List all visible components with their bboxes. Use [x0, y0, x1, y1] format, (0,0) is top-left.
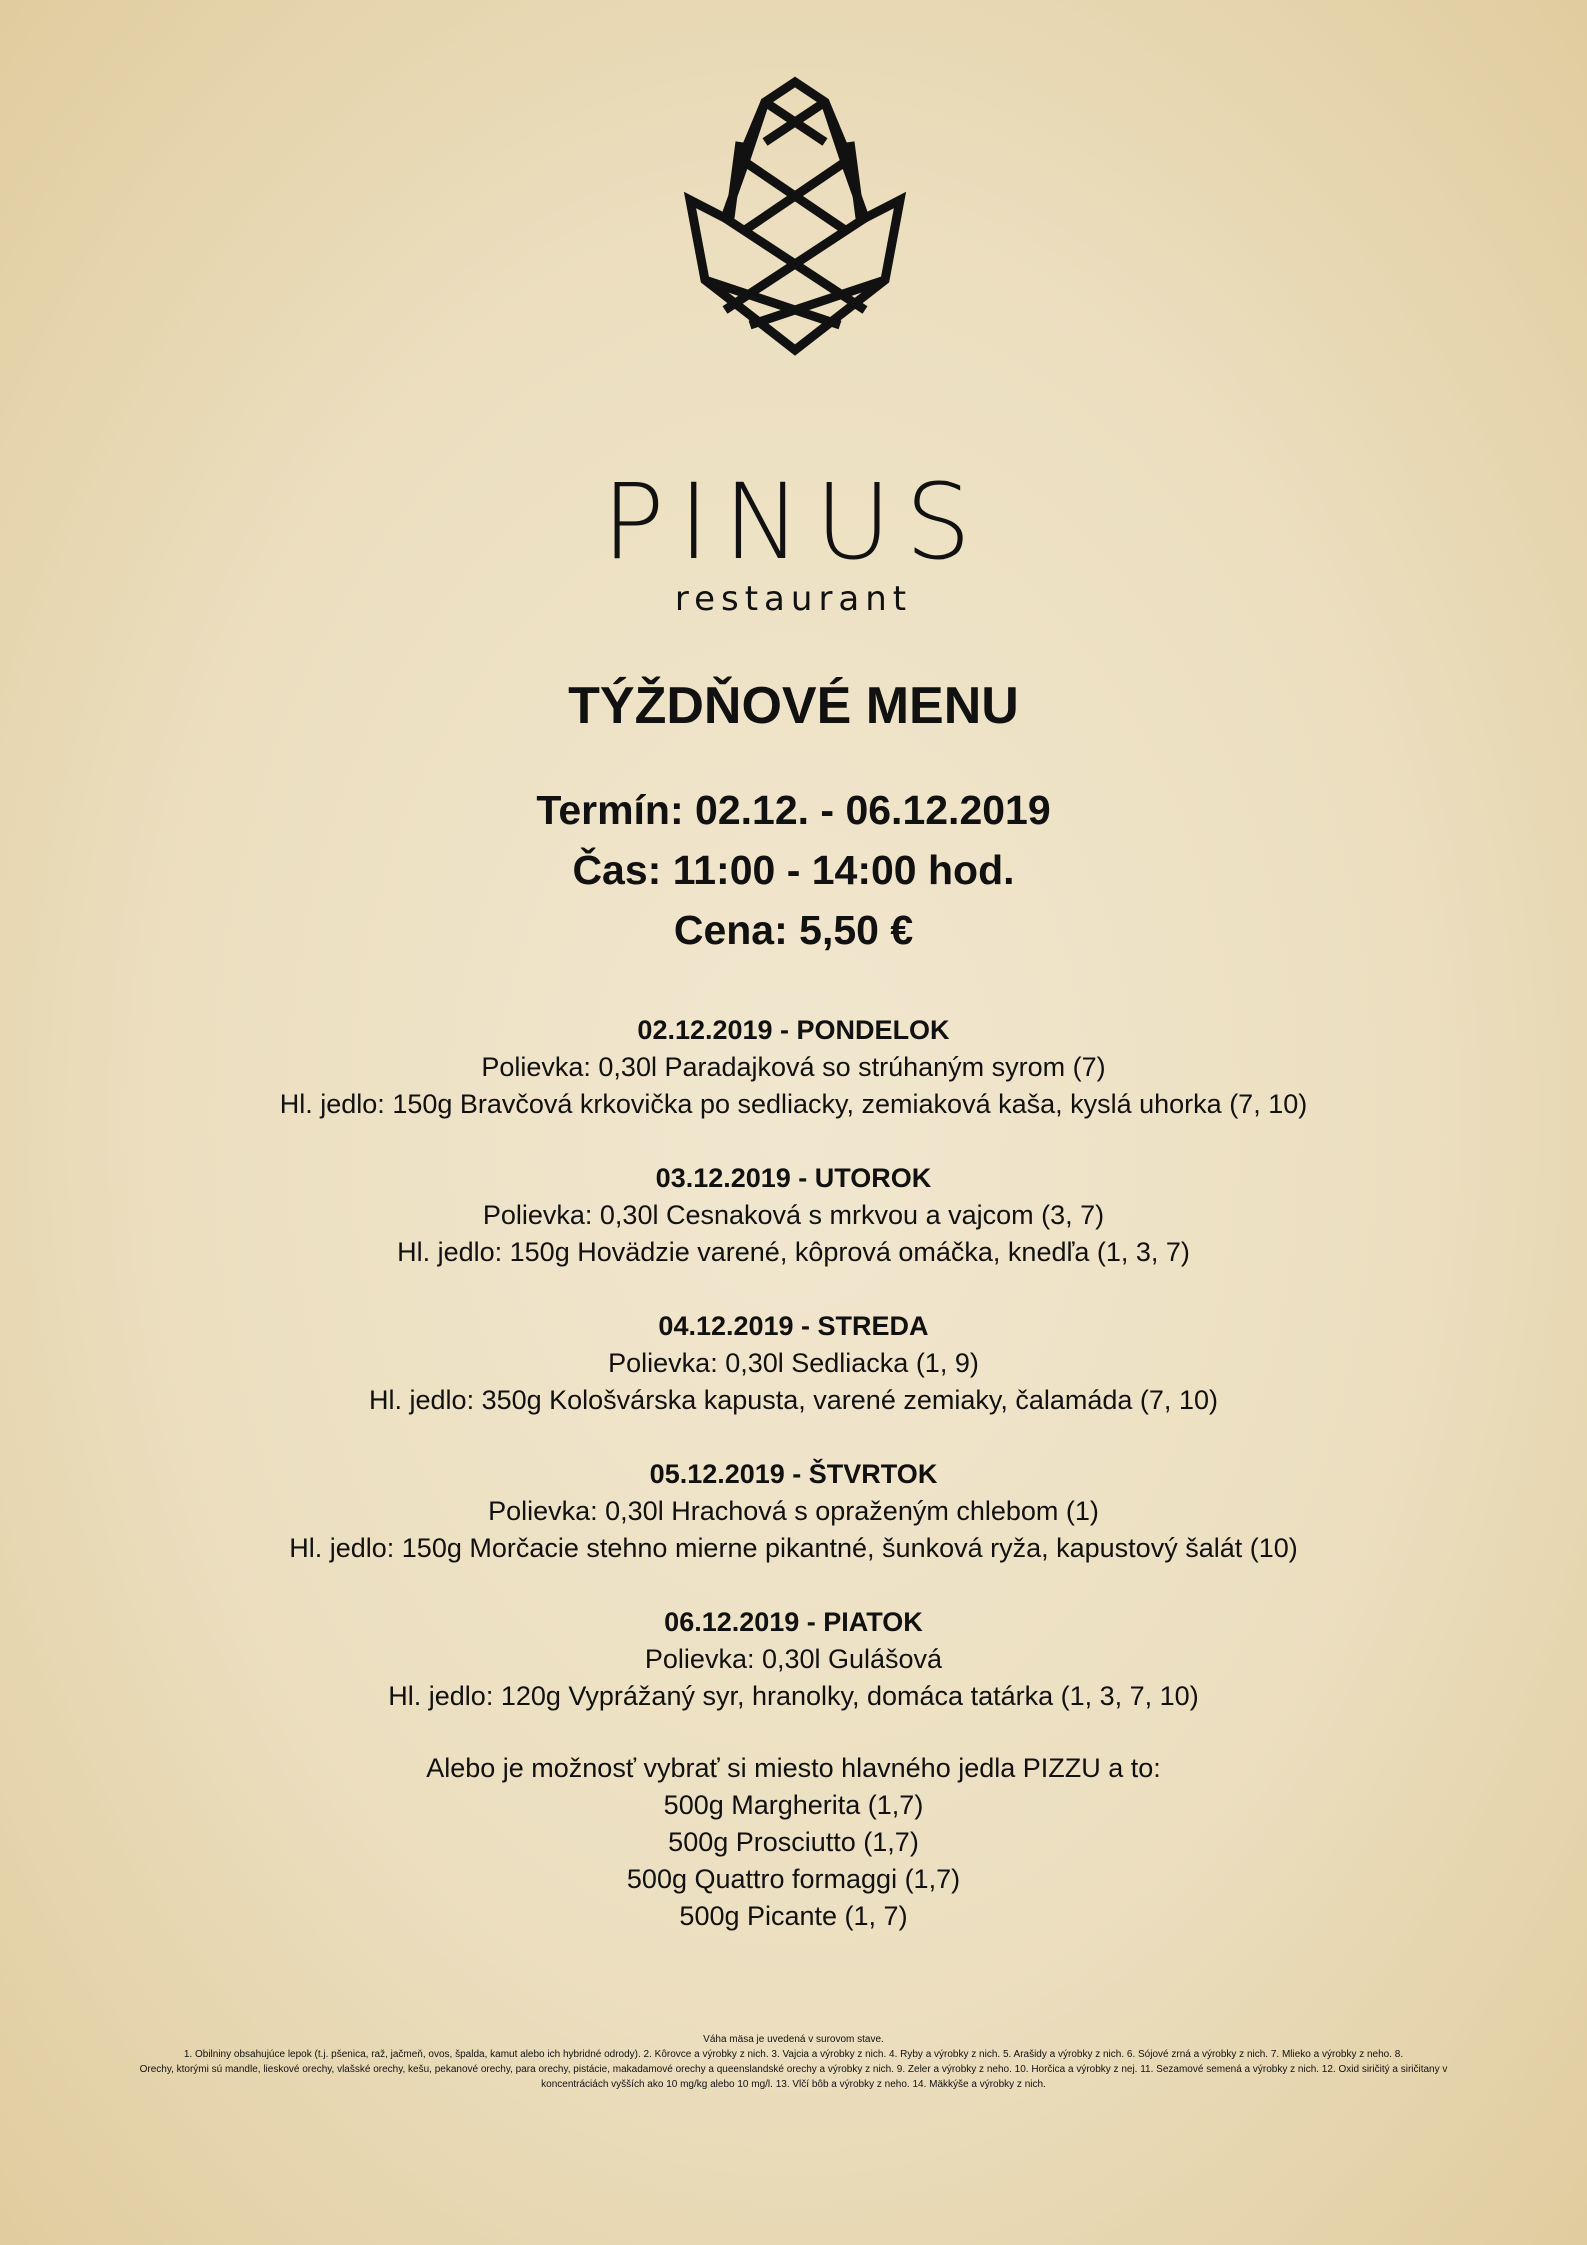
- brand-subtitle: restaurant: [674, 579, 913, 619]
- price-text: Cena: 5,50 €: [673, 907, 914, 953]
- day-main: Hl. jedlo: 150g Hovädzie varené, kôprová omáčka, knedľa (1, 3, 7): [397, 1237, 1190, 1267]
- day-heading: 05.12.2019 - ŠTVRTOK: [649, 1459, 938, 1489]
- pizza-item: 500g Picante (1, 7): [679, 1901, 908, 1931]
- pine-cone-logo-icon: [640, 70, 950, 470]
- weight-note: Váha mäsa je uvedená v surovom stave.: [703, 2034, 884, 2045]
- day-soup: Polievka: 0,30l Gulášová: [644, 1644, 943, 1674]
- pizza-intro: Alebo je možnosť vybrať si miesto hlavného jedla PIZZU a to:: [426, 1753, 1161, 1783]
- page-title: TÝŽDŇOVÉ MENU: [568, 677, 1019, 735]
- pizza-item: 500g Prosciutto (1,7): [668, 1827, 919, 1857]
- daily-menu-list: [0, 1012, 1587, 1752]
- day-soup: Polievka: 0,30l Hrachová s opraženým chlebom (1): [488, 1496, 1099, 1526]
- day-wednesday: [0, 1308, 1587, 1419]
- allergen-line: Orechy, ktorými sú mandle, lieskové orechy, vlašské orechy, kešu, pekanové orechy, para orechy, pistácie, makadamové orechy a queenslandské orechy a výrobky z nich. 9. Zeler a výrobky z neho. 10. Horčica a výrobky z nej. 11. Sezamové semená a výrobky z nich. 12. Oxid siričitý a siričitany v: [139, 2064, 1448, 2075]
- pizza-item: 500g Margherita (1,7): [663, 1790, 924, 1820]
- day-main: Hl. jedlo: 120g Vyprážaný syr, hranolky, domáca tatárka (1, 3, 7, 10): [388, 1681, 1199, 1711]
- day-monday: [0, 1012, 1587, 1123]
- pizza-item: 500g Quattro formaggi (1,7): [626, 1864, 961, 1894]
- day-soup: Polievka: 0,30l Paradajková so strúhaným syrom (7): [481, 1052, 1106, 1082]
- day-soup: Polievka: 0,30l Sedliacka (1, 9): [608, 1348, 979, 1378]
- allergen-line: koncentráciách vyšších ako 10 mg/kg alebo 10 mg/l. 13. Vlčí bôb a výrobky z neho. 14. Mäkkýše a výrobky z nich.: [541, 2079, 1046, 2090]
- day-main: Hl. jedlo: 150g Bravčová krkovička po sedliacky, zemiaková kaša, kyslá uhorka (7, 10): [279, 1089, 1308, 1119]
- day-main: Hl. jedlo: 150g Morčacie stehno mierne pikantné, šunková ryža, kapustový šalát (10): [289, 1533, 1298, 1563]
- pizza-options: [0, 1750, 1587, 1935]
- time-text: Čas: 11:00 - 14:00 hod.: [572, 847, 1015, 893]
- day-soup: Polievka: 0,30l Cesnaková s mrkvou a vajcom (3, 7): [482, 1200, 1105, 1230]
- day-friday: [0, 1604, 1587, 1715]
- brand-name: PINUS: [601, 461, 986, 583]
- day-heading: 04.12.2019 - STREDA: [658, 1311, 929, 1341]
- allergen-footer: [60, 2032, 1527, 2092]
- day-heading: 06.12.2019 - PIATOK: [664, 1607, 923, 1637]
- day-main: Hl. jedlo: 350g Kološvárska kapusta, varené zemiaky, čalamáda (7, 10): [369, 1385, 1218, 1415]
- day-heading: 02.12.2019 - PONDELOK: [637, 1015, 950, 1045]
- day-thursday: [0, 1456, 1587, 1567]
- day-heading: 03.12.2019 - UTOROK: [655, 1163, 932, 1193]
- allergen-line: 1. Obilniny obsahujúce lepok (t.j. pšenica, raž, jačmeň, ovos, špalda, kamut alebo ich hybridné odrody). 2. Kôrovce a výrobky z nich. 3. Vajcia a výrobky z nich. 4. Ryby a výrobky z nich. 5. Arašidy a výrobky z nich. 6. Sójové zrná a výrobky z nich. 7. Mlieko a výrobky z neho. 8.: [183, 2049, 1404, 2060]
- day-tuesday: [0, 1160, 1587, 1271]
- term-text: Termín: 02.12. - 06.12.2019: [536, 787, 1051, 833]
